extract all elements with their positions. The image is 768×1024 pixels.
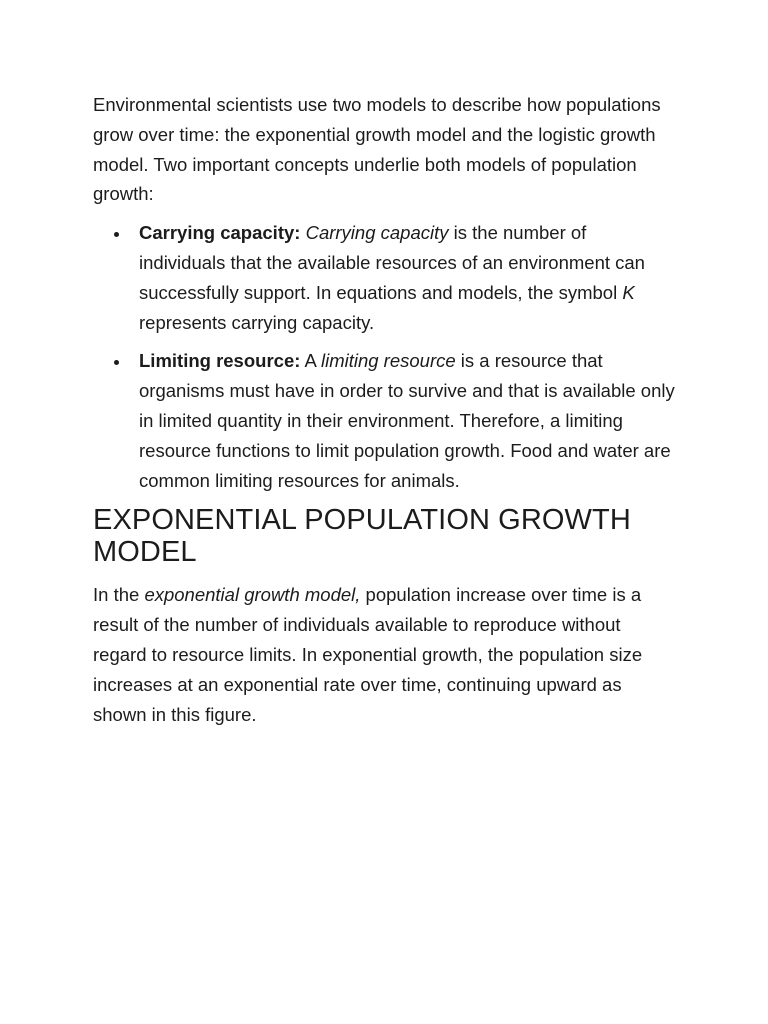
definition-text: is the number of individuals that the available resources of an environment can successfully support. In equations and models, the symbol xyxy=(139,222,645,303)
term-label: Carrying capacity: xyxy=(139,222,301,244)
document-body xyxy=(93,90,675,729)
list-item-carrying-capacity xyxy=(93,218,675,337)
section-paragraph xyxy=(93,580,675,729)
definition-text-end: represents carrying capacity. xyxy=(139,311,375,333)
term-label: Limiting resource: xyxy=(139,350,301,372)
section-heading: EXPONENTIAL POPULATION GROWTH MODEL xyxy=(93,504,631,569)
term-italic: limiting resource xyxy=(320,350,456,372)
paragraph-italic-term: exponential growth model, xyxy=(144,584,361,606)
list-item-limiting-resource xyxy=(93,346,675,495)
paragraph-text: population increase over time is a result of the number of individuals available to reproduce without regard to resource limits. In exponential growth, the population size increases at an exponential rate over time, continuing upward as shown in this figure. xyxy=(93,584,643,725)
paragraph-lead: In the xyxy=(93,584,145,606)
definition-text: is a resource that organisms must have in order to survive and that is available only in limited quantity in their environment. Therefore, a limiting resource functions to limit population growth. Food and water are common limiting resources for animals. xyxy=(139,350,675,491)
bullet-icon xyxy=(114,232,119,237)
symbol-k: K xyxy=(622,281,635,303)
term-lead: A xyxy=(300,350,321,372)
term-italic: Carrying capacity xyxy=(305,222,449,244)
bullet-icon xyxy=(114,360,119,365)
concept-list xyxy=(93,218,675,495)
intro-paragraph: Environmental scientists use two models to describe how populations grow over time: the exponential growth model and the logistic growth model. Two important concepts underlie both models of population growth: xyxy=(93,94,661,205)
